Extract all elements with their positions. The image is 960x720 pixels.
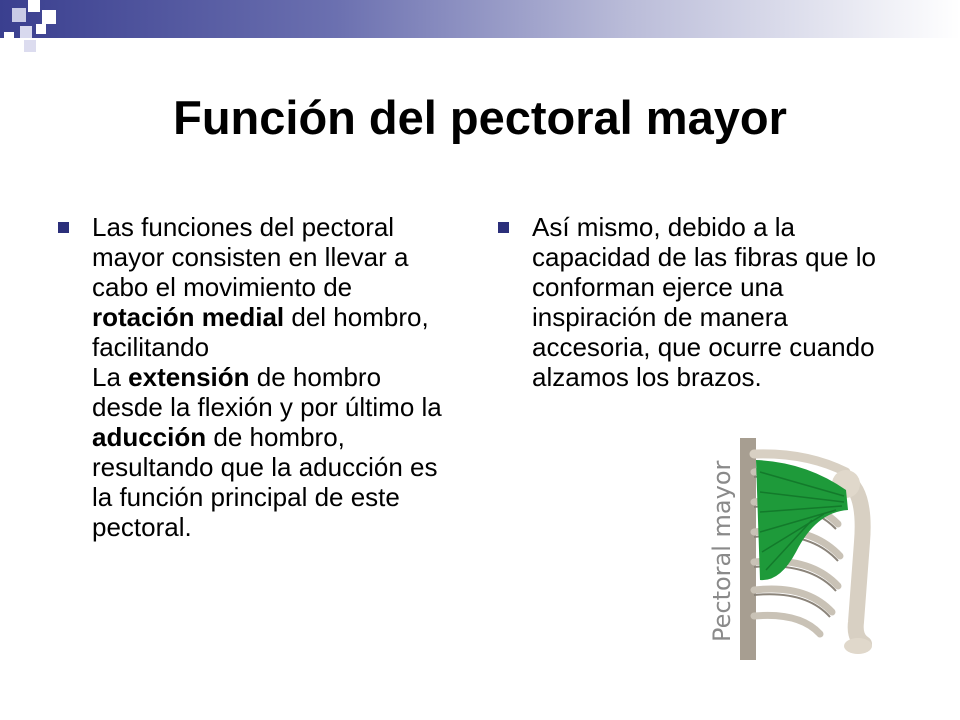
decor-square-2: [28, 0, 40, 12]
text-segment: de hombro, resultando que la aducción es la función principal de este pectoral.: [92, 422, 438, 542]
decor-square-7: [4, 32, 14, 42]
image-label: Pectoral mayor: [708, 460, 736, 642]
pectoral-anatomy-image: [696, 432, 888, 662]
text-segment: de hombro desde la flexión y por último la: [92, 362, 442, 422]
bold-term-rotacion-medial: rotación medial: [92, 302, 285, 332]
bullet-square-icon: [58, 222, 69, 233]
right-bullet: [498, 212, 888, 392]
humerus-shape: [846, 480, 864, 644]
slide-title: Función del pectoral mayor: [173, 91, 787, 144]
text-segment: del hombro, facilitando: [92, 302, 429, 362]
left-paragraph-1: [92, 212, 458, 362]
decor-square-1: [12, 8, 26, 22]
bold-term-aduccion: aducción: [92, 422, 207, 452]
left-paragraph-2: [92, 362, 458, 542]
right-bullet-text: Así mismo, debido a la capacidad de las fibras que lo conforman ejerce una inspiración de manera accesoria, que ocurre cuando alzamos los brazos.: [532, 212, 877, 392]
decor-square-5: [36, 24, 46, 34]
decor-square-6: [24, 40, 36, 52]
text-segment: Las funciones del pectoral mayor consisten en llevar a cabo el movimiento de: [92, 212, 409, 302]
header-gradient-band: [0, 0, 960, 38]
left-bullet-text: [92, 212, 458, 542]
decor-square-3: [42, 10, 56, 24]
elbow-shape: [844, 638, 872, 654]
text-segment: La: [92, 362, 129, 392]
bold-term-extension: extensión: [128, 362, 250, 392]
left-bullet: [58, 212, 458, 542]
decor-square-4: [20, 26, 32, 38]
bullet-square-icon: [498, 222, 509, 233]
